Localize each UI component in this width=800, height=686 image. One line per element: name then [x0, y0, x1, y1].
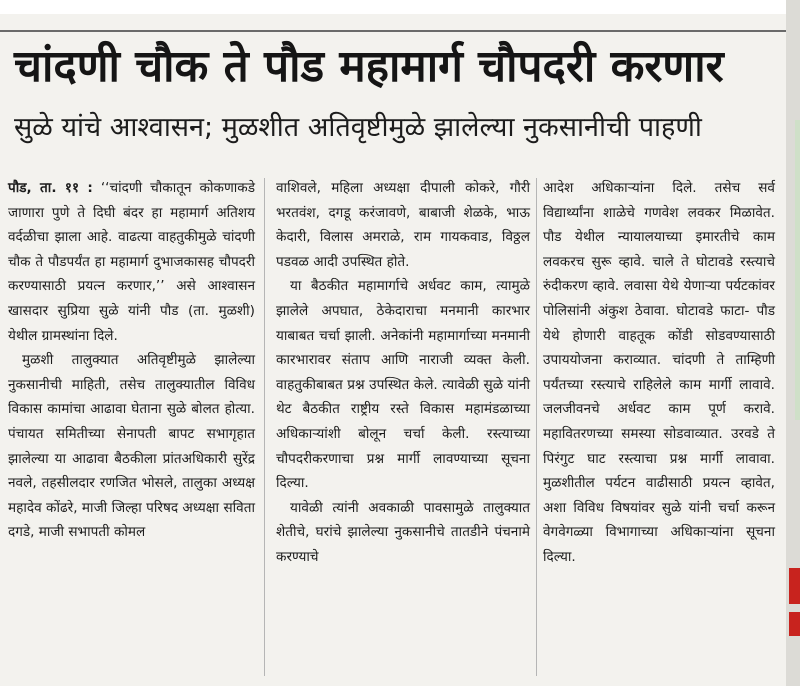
dateline: पौड, ता. ११ :	[8, 180, 93, 196]
top-divider-line	[0, 30, 786, 32]
paragraph: वाशिवले, महिला अध्यक्षा दीपाली कोकरे, गौरी भरतवंश, दगडू करंजावणे, बाबाजी शेळके, भाऊ केदारी, विलास अमराळे, राम गायकवाड, विठ्ठल पडवळ आदी उपस्थित होते.	[276, 180, 530, 270]
paragraph-text: कोकणाकडे जाणारा पुणे ते दिघी बंदर हा महामार्ग अतिशय वर्दळीचा झाला आहे. वाढत्या वाहतुकीमुळे चांदणी चौक ते पौडपर्यंत हा महामार्ग दुभाजकासह चौपदरी करण्यासाठी प्रयत्न करणार,’’ असे आश्वासन खासदार सुप्रिया सुळे यांनी पौड (ता. मुळशी) येथील ग्रामस्थांना दिले.	[8, 180, 256, 344]
article-headline: चांदणी चौक ते पौड महामार्ग चौपदरी करणार	[14, 41, 724, 92]
paragraph: आदेश अधिकाऱ्यांना दिले. तसेच सर्व विद्यार्थ्यांना शाळेचे गणवेश लवकर मिळावेत. पौड येथील न्यायालयाच्या इमारतीचे काम लवकरच सुरू व्हावे. चाले ते घोटावडे रस्त्याचे रुंदीकरण व्हावे. लवासा येथे येणाऱ्या पर्यटकांवर पोलिसांनी अंकुश ठेवावा. घोटावडे फाटा- पौड येथे होणारी वाहतूक कोंडी सोडवण्यासाठी उपाययोजना कराव्यात. चांदणी ते ताम्हिणी पर्यंतच्या रस्त्याचे राहिलेले काम मार्गी लावावे. जलजीवनचे अर्धवट काम पूर्ण करावे. महावितरणच्या समस्या सोडवाव्यात. उरवडे ते पिरंगुट घाट रस्त्याचा प्रश्न मार्गी लावावा. मुळशीतील पर्यटन वाढीसाठी प्रयत्न व्हावेत, अशा विविध विषयांवर सुळे यांनी चर्चा करून वेगवेगळ्या विभागाच्या अधिकाऱ्यांना सूचना दिल्या.	[543, 180, 775, 565]
article-column-1	[8, 176, 255, 545]
adjacent-page-red-block	[789, 612, 800, 636]
column-divider	[264, 178, 265, 676]
paragraph	[8, 176, 255, 348]
article-column-3	[543, 176, 775, 570]
adjacent-page-green-strip	[795, 120, 800, 420]
page-top-edge	[0, 0, 800, 14]
adjacent-page-red-block	[789, 568, 800, 604]
lead-text: ‘‘चांदणी चौकातून	[92, 180, 192, 196]
article-column-2	[276, 176, 530, 570]
paragraph: या बैठकीत महामार्गाचे अर्धवट काम, त्यामुळे झालेले अपघात, ठेकेदाराचा मनमानी कारभार याबाबत चर्चा झाली. अनेकांनी महामार्गाच्या मनमानी कारभारावर संताप आणि नाराजी व्यक्त केली. वाहतुकीबाबत प्रश्न उपस्थित केले. त्यावेळी सुळे यांनी थेट बैठकीत राष्ट्रीय रस्ते विकास महामंडळाच्या अधिकाऱ्यांशी बोलून चर्चा केली. रस्त्याच्या चौपदरीकरणाचा प्रश्न मार्गी लावण्याच्या सूचना दिल्या.	[276, 278, 530, 492]
paragraph: मुळशी तालुक्यात अतिवृष्टीमुळे झालेल्या नुकसानीची माहिती, तसेच तालुक्यातील विविध विकास कामांचा आढावा घेताना सुळे बोलत होत्या. पंचायत समितीच्या सेनापती बापट सभागृहात झालेल्या या आढावा बैठकीला प्रांतअधिकारी सुरेंद्र नवले, तहसीलदार रणजित भोसले, तालुका अध्यक्ष महादेव कोंढरे, माजी जिल्हा परिषद अध्यक्षा सविता दगडे, माजी सभापती कोमल	[8, 352, 255, 541]
column-divider	[536, 178, 537, 676]
article-subheadline: सुळे यांचे आश्वासन; मुळशीत अतिवृष्टीमुळे झालेल्या नुकसानीची पाहणी	[14, 112, 702, 143]
paragraph: यावेळी त्यांनी अवकाळी पावसामुळे तालुक्यात शेतीचे, घरांचे झालेल्या नुकसानीचे तातडीने पंचनामे करण्याचे	[276, 499, 530, 565]
